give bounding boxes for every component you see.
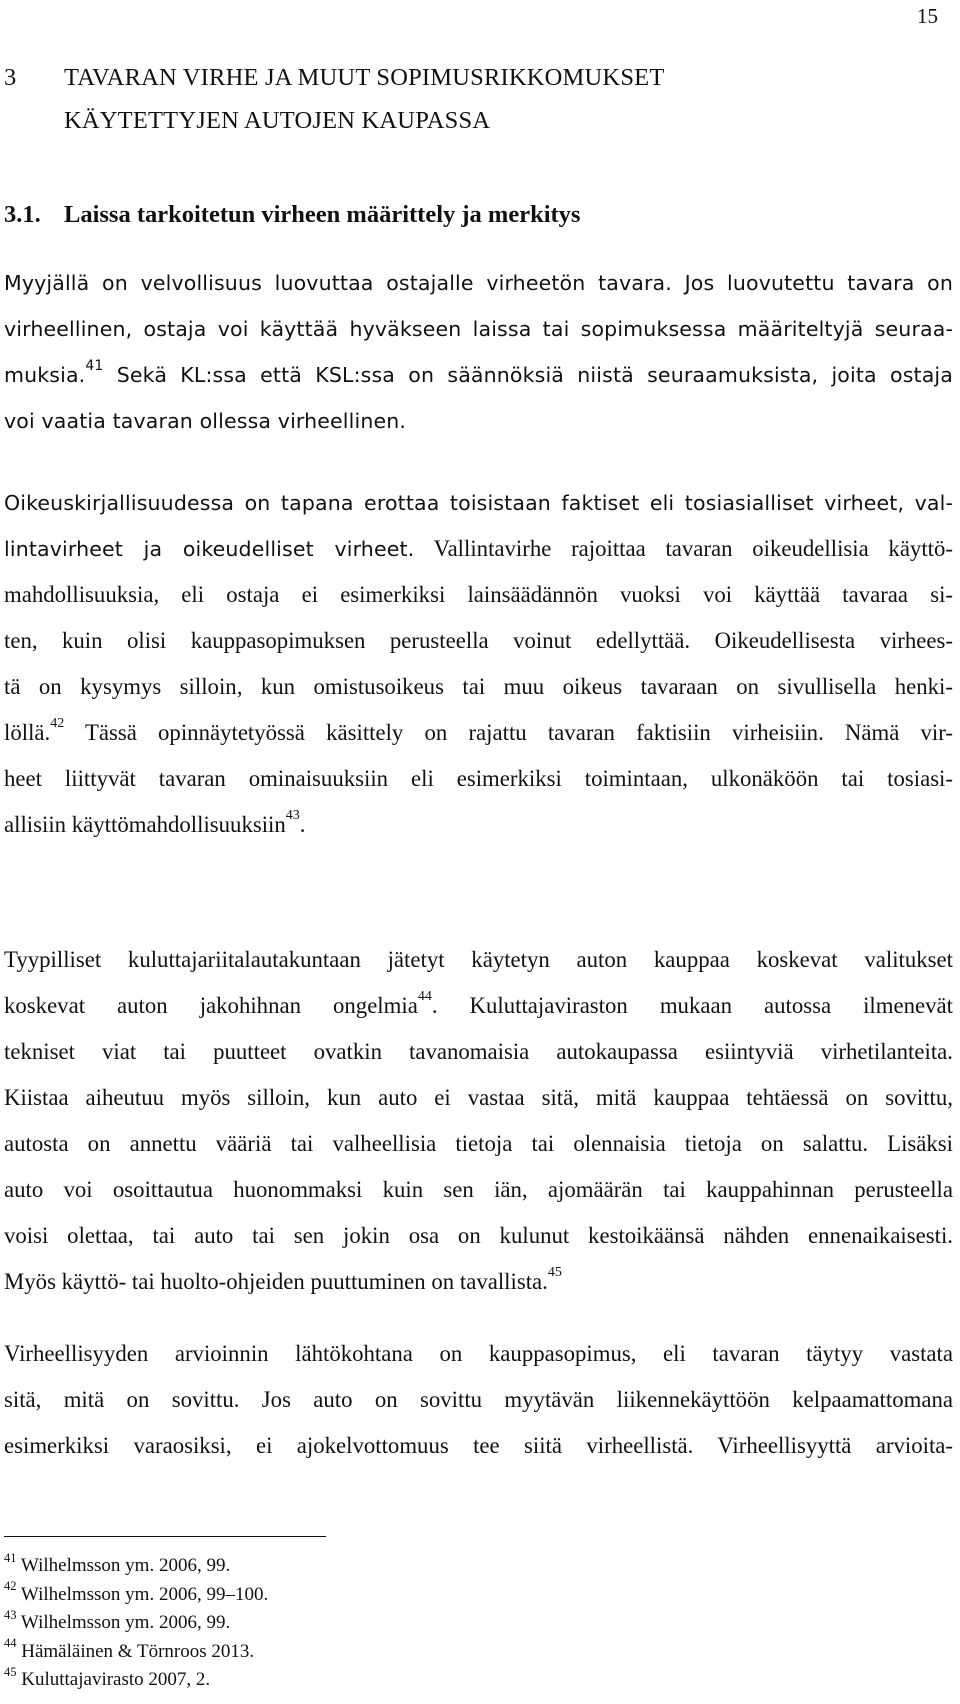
text-line xyxy=(4,1259,953,1305)
text-line: Oikeuskirjallisuudessa on tapana erottaa toisistaan faktiset eli tosiasialliset virheet, val- xyxy=(4,491,953,515)
chapter-title-line-1: TAVARAN VIRHE JA MUUT SOPIMUSRIKKOMUKSET xyxy=(64,64,665,91)
chapter-heading xyxy=(4,56,665,142)
text-line: Tyypilliset kuluttajariitalautakuntaan jätetyt käytetyn auton kauppaa koskevat valitukset xyxy=(4,947,953,972)
text-line: Myyjällä on velvollisuus luovuttaa ostajalle virheetön tavara. Jos luovutettu tavara on xyxy=(4,271,953,295)
text-run: lintavirheet ja oikeudelliset virheet. xyxy=(4,537,415,561)
text-line xyxy=(4,710,953,756)
footnote-text: Wilhelmsson ym. 2006, 99. xyxy=(20,1612,231,1633)
text-line: Kiistaa aiheutuu myös silloin, kun auto ei vastaa sitä, mitä kauppaa tehtäessä on sovittu, xyxy=(4,1085,953,1110)
paragraph-1 xyxy=(4,260,953,444)
section-title: Laissa tarkoitetun virheen määrittely ja merkitys xyxy=(64,201,581,228)
footnote xyxy=(4,1666,268,1695)
footnote-ref: 42 xyxy=(50,716,65,732)
text-run: . xyxy=(299,812,306,837)
footnote xyxy=(4,1609,268,1638)
footnote-number: 45 xyxy=(4,1664,17,1679)
text-run: koskevat auton jakohihnan ongelmia xyxy=(4,993,418,1018)
text-line: ten, kuin olisi kauppasopimuksen perusteella voinut edellyttää. Oikeudellisesta virhees- xyxy=(4,628,953,653)
footnote-ref: 44 xyxy=(417,989,432,1005)
text-line: heet liittyvät tavaran ominaisuuksiin eli esimerkiksi toimintaan, ulkonäköön tai tosiasi- xyxy=(4,766,953,791)
footnote-number: 43 xyxy=(4,1607,17,1622)
text-line xyxy=(4,983,953,1029)
text-line: Virheellisyyden arvioinnin lähtökohtana on kauppasopimus, eli tavaran täytyy vastata xyxy=(4,1341,953,1366)
footnote xyxy=(4,1552,268,1581)
footnote-number: 44 xyxy=(4,1636,17,1651)
text-line: voisi olettaa, tai auto tai sen jokin osa on kulunut kestoikäänsä nähden ennenaikaisesti. xyxy=(4,1223,953,1248)
footnote-text: Hämäläinen & Törnroos 2013. xyxy=(21,1640,255,1662)
text-line xyxy=(4,526,953,572)
text-line xyxy=(4,802,953,848)
text-run: Vallintavirhe rajoittaa tavaran oikeudellisia käyttö- xyxy=(414,536,953,561)
paragraph-3 xyxy=(4,937,953,1305)
section-number: 3.1. xyxy=(4,201,41,228)
text-run: Myös käyttö- tai huolto-ohjeiden puuttuminen on tavallista. xyxy=(4,1269,548,1294)
text-run: . Kuluttajaviraston mukaan autossa ilmenevät xyxy=(431,993,953,1018)
footnote xyxy=(4,1638,268,1667)
footnote-text: Wilhelmsson ym. 2006, 99–100. xyxy=(20,1583,269,1605)
text-run: muksia. xyxy=(4,363,86,387)
footnote-text: Kuluttajavirasto 2007, 2. xyxy=(21,1669,211,1690)
text-line: auto voi osoittautua huonommaksi kuin sen iän, ajomäärän tai kauppahinnan perusteella xyxy=(4,1177,953,1202)
footnote-text: Wilhelmsson ym. 2006, 99. xyxy=(20,1555,231,1576)
footnote-ref: 45 xyxy=(547,1265,562,1281)
text-line: mahdollisuuksia, eli ostaja ei esimerkiksi lainsäädännön vuoksi voi käyttää tavaraa si- xyxy=(4,582,953,607)
footnote-ref: 43 xyxy=(285,808,300,824)
text-run: allisiin käyttömahdollisuuksiin xyxy=(4,812,286,837)
chapter-number: 3 xyxy=(4,64,17,91)
text-line: tä on kysymys silloin, kun omistusoikeus tai muu oikeus tavaraan on sivullisella henki- xyxy=(4,674,953,699)
paragraph-2 xyxy=(4,480,953,572)
paragraph-2-continued xyxy=(4,572,953,848)
footnote-number: 41 xyxy=(4,1550,17,1565)
chapter-title-line-2: KÄYTETTYJEN AUTOJEN KAUPASSA xyxy=(64,107,491,134)
section-heading xyxy=(4,195,580,235)
text-line: sitä, mitä on sovittu. Jos auto on sovittu myytävän liikennekäyttöön kelpaamattomana xyxy=(4,1387,953,1412)
text-run: löllä. xyxy=(4,720,51,745)
text-line xyxy=(4,352,953,398)
text-line: esimerkiksi varaosiksi, ei ajokelvottomuus tee siitä virheellistä. Virheellisyyttä arvioita- xyxy=(4,1433,953,1458)
text-line: voi vaatia tavaran ollessa virheellinen. xyxy=(4,409,407,433)
text-line: virheellinen, ostaja voi käyttää hyväkseen laissa tai sopimuksessa määriteltyjä seuraa- xyxy=(4,317,953,341)
page-number: 15 xyxy=(917,4,938,28)
footnote-separator xyxy=(4,1536,326,1537)
text-run: Tässä opinnäytetyössä käsittely on rajattu tavaran faktisiin virheisiin. Nämä vir- xyxy=(64,720,953,745)
text-line: tekniset viat tai puutteet ovatkin tavanomaisia autokaupassa esiintyviä virhetilanteita. xyxy=(4,1039,953,1064)
text-line: autosta on annettu vääriä tai valheellisia tietoja tai olennaisia tietoja on salattu. Lisäksi xyxy=(4,1131,953,1156)
footnote-number: 42 xyxy=(4,1579,17,1594)
paragraph-4 xyxy=(4,1331,953,1469)
footnote-ref: 41 xyxy=(85,358,104,375)
footnotes xyxy=(4,1552,268,1695)
footnote xyxy=(4,1581,268,1610)
text-run: Sekä KL:ssa että KSL:ssa on säännöksiä niistä seuraamuksista, joita ostaja xyxy=(103,363,953,387)
